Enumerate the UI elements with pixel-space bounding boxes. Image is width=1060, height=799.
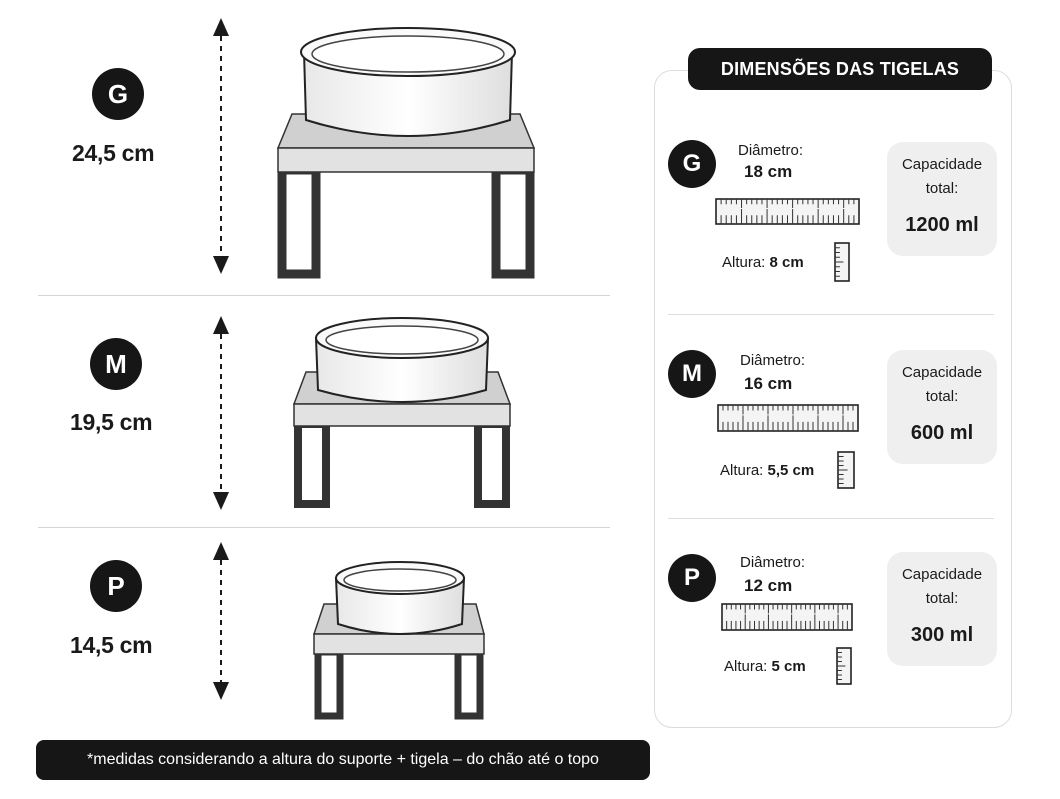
panel-divider-1: [668, 314, 994, 315]
height-label: Altura:: [720, 462, 764, 479]
diameter-label-m: Diâmetro:: [740, 352, 806, 369]
size-badge-p: P: [90, 560, 142, 612]
stand-g: [278, 28, 534, 274]
capacity-box-g: [887, 142, 997, 256]
stand-m: [294, 318, 510, 504]
height-label: Altura:: [722, 254, 766, 271]
panel-divider-2: [668, 518, 994, 519]
size-badge-m: M: [90, 338, 142, 390]
bowl-badge-m: M: [668, 350, 716, 398]
height-label-m: 19,5 cm: [70, 409, 153, 435]
bowl-badge-p: P: [668, 554, 716, 602]
height-label: Altura:: [724, 658, 768, 675]
height-label-p: 14,5 cm: [70, 632, 153, 658]
height-label-g: 24,5 cm: [72, 140, 155, 166]
bowl-badge-g: G: [668, 140, 716, 188]
capacity-box-p: [887, 552, 997, 666]
panel-title: DIMENSÕES DAS TIGELAS: [688, 48, 992, 90]
capacity-label: Capacidade: [901, 566, 983, 583]
diameter-value-g: 18 cm: [744, 162, 793, 181]
diameter-label-g: Diâmetro:: [738, 142, 804, 159]
capacity-label-total: total:: [925, 180, 959, 197]
height-value-g: 8 cm: [769, 254, 804, 271]
height-text-p: [724, 658, 806, 675]
size-badge-g: G: [92, 68, 144, 120]
diameter-label-p: Diâmetro:: [740, 554, 806, 571]
diameter-value-p: 12 cm: [744, 576, 793, 595]
height-value-m: 5,5 cm: [767, 462, 815, 479]
stand-p: [314, 562, 484, 716]
capacity-label: Capacidade: [901, 364, 983, 381]
height-text-g: [722, 254, 804, 271]
capacity-label-total: total:: [925, 590, 959, 607]
capacity-box-m: [887, 350, 997, 464]
height-value-p: 5 cm: [771, 658, 806, 675]
diameter-value-m: 16 cm: [744, 374, 793, 393]
height-text-m: [720, 462, 814, 479]
capacity-value-g: 1200 ml: [905, 214, 979, 236]
footnote: *medidas considerando a altura do suporte + tigela – do chão até o topo: [36, 740, 650, 780]
capacity-value-p: 300 ml: [910, 624, 974, 646]
capacity-value-m: 600 ml: [910, 422, 974, 444]
capacity-label: Capacidade: [901, 156, 983, 173]
capacity-label-total: total:: [925, 388, 959, 405]
